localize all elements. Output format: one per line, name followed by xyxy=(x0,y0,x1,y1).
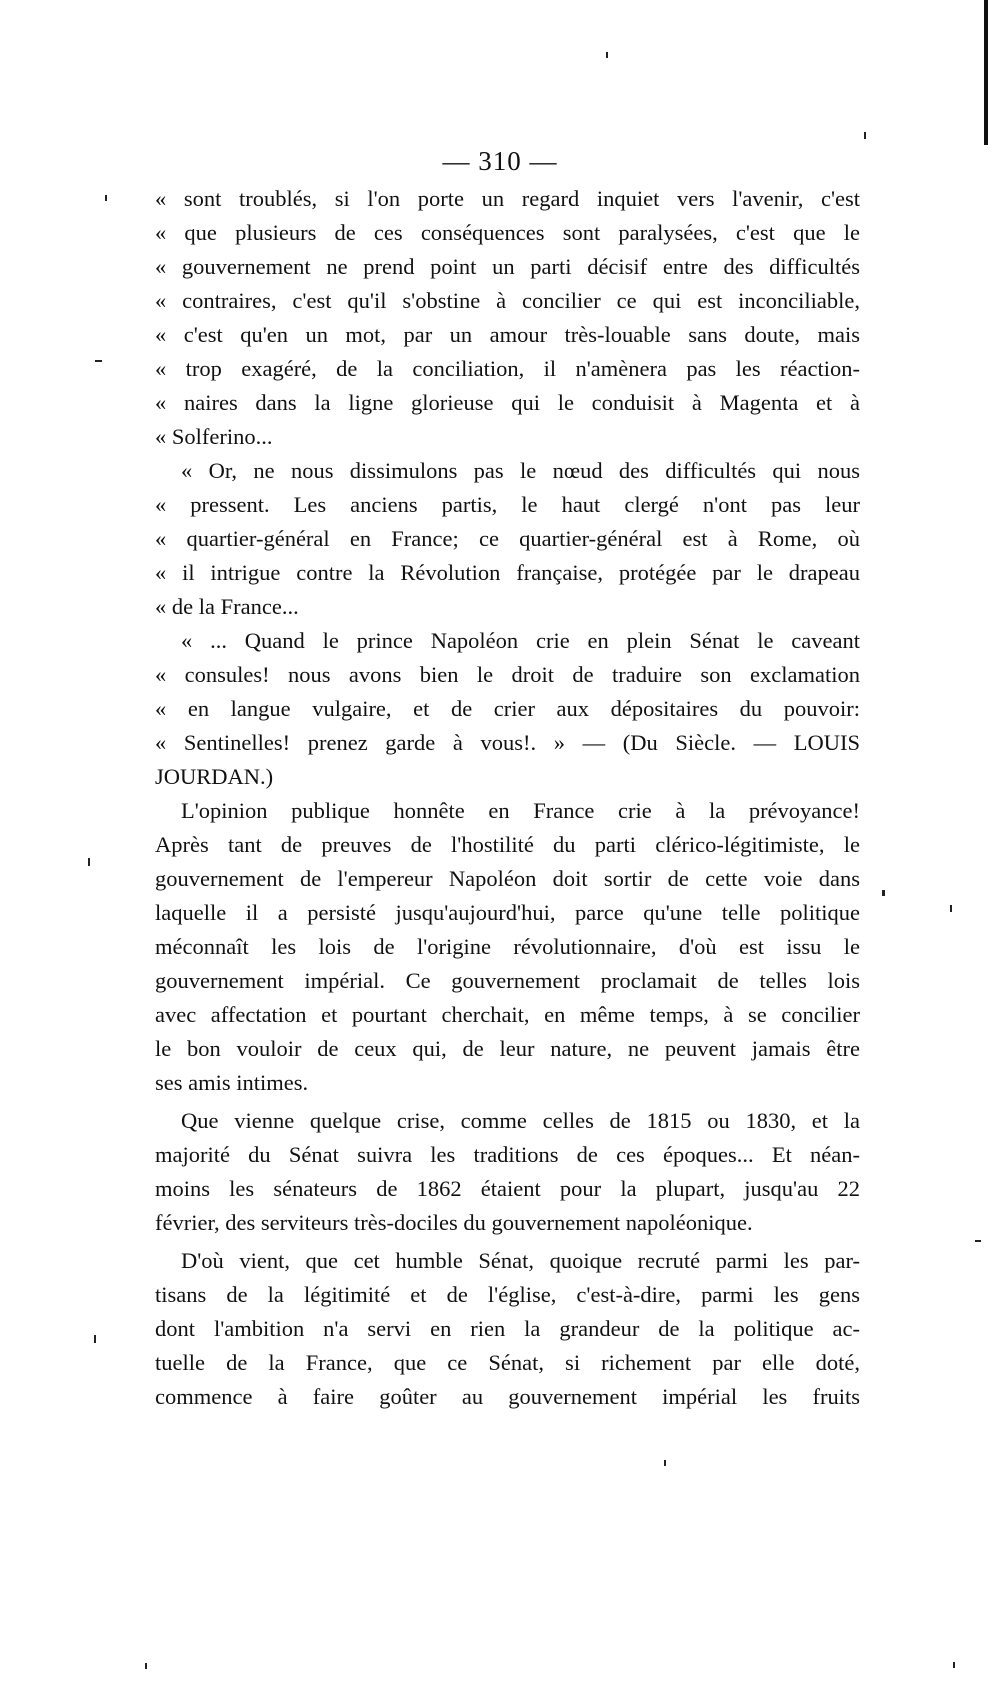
text-line: « que plusieurs de ces conséquences sont paralysées, c'est que le xyxy=(155,220,860,245)
scan-speck xyxy=(105,195,107,201)
quote-paragraph-3 xyxy=(155,624,860,794)
text-line: « de la France... xyxy=(155,594,299,619)
text-line: avec affectation et pourtant cherchait, en même temps, à se concilier xyxy=(155,1002,860,1027)
text-line: JOURDAN.) xyxy=(155,764,274,789)
scan-speck xyxy=(95,360,102,362)
scan-speck xyxy=(145,1663,147,1669)
text-line: moins les sénateurs de 1862 étaient pour la plupart, jusqu'au 22 xyxy=(155,1176,860,1201)
text-line: « trop exagéré, de la conciliation, il n'amènera pas les réaction- xyxy=(155,356,860,381)
text-line: « ... Quand le prince Napoléon crie en plein Sénat le caveant xyxy=(181,628,860,653)
text-line: « c'est qu'en un mot, par un amour très-louable sans doute, mais xyxy=(155,322,860,347)
text-line: dont l'ambition n'a servi en rien la grandeur de la politique ac- xyxy=(155,1316,860,1341)
text-line: « il intrigue contre la Révolution française, protégée par le drapeau xyxy=(155,560,860,585)
text-line: L'opinion publique honnête en France crie à la prévoyance! xyxy=(181,798,860,823)
text-line: gouvernement impérial. Ce gouvernement proclamait de telles lois xyxy=(155,968,860,993)
text-line: « Sentinelles! prenez garde à vous!. » — (Du Siècle. — LOUIS xyxy=(155,730,860,755)
text-line: Que vienne quelque crise, comme celles de 1815 ou 1830, et la xyxy=(181,1108,860,1133)
text-line: tuelle de la France, que ce Sénat, si richement par elle doté, xyxy=(155,1350,860,1375)
text-line: tisans de la légitimité et de l'église, c'est-à-dire, parmi les gens xyxy=(155,1282,860,1307)
text-line: Après tant de preuves de l'hostilité du parti clérico-légitimiste, le xyxy=(155,832,860,857)
page-text xyxy=(155,182,860,1414)
scan-speck xyxy=(606,52,608,58)
scan-speck xyxy=(88,858,90,866)
text-line: gouvernement de l'empereur Napoléon doit sortir de cette voie dans xyxy=(155,866,860,891)
text-line: « naires dans la ligne glorieuse qui le conduisit à Magenta et à xyxy=(155,390,860,415)
text-line: « pressent. Les anciens partis, le haut clergé n'ont pas leur xyxy=(155,492,860,517)
paragraph-6 xyxy=(155,1244,860,1414)
scan-speck xyxy=(975,1240,981,1242)
text-line: D'où vient, que cet humble Sénat, quoique recruté parmi les par- xyxy=(181,1248,860,1273)
text-line: commence à faire goûter au gouvernement impérial les fruits xyxy=(155,1384,860,1409)
scan-speck xyxy=(664,1460,666,1466)
scan-speck xyxy=(882,890,885,896)
text-line: « Solferino... xyxy=(155,424,273,449)
text-line: « contraires, c'est qu'il s'obstine à concilier ce qui est inconciliable, xyxy=(155,288,860,313)
text-line: majorité du Sénat suivra les traditions de ces époques... Et néan- xyxy=(155,1142,860,1167)
scan-speck xyxy=(864,132,866,139)
text-line: « gouvernement ne prend point un parti décisif entre des difficultés xyxy=(155,254,860,279)
text-line: le bon vouloir de ceux qui, de leur nature, ne peuvent jamais être xyxy=(155,1036,860,1061)
page-number: — 310 — xyxy=(442,146,558,176)
text-line: « consules! nous avons bien le droit de traduire son exclamation xyxy=(155,662,860,687)
text-line: « en langue vulgaire, et de crier aux dépositaires du pouvoir: xyxy=(155,696,860,721)
text-line: « Or, ne nous dissimulons pas le nœud des difficultés qui nous xyxy=(181,458,860,483)
text-line: « quartier-général en France; ce quartier-général est à Rome, où xyxy=(155,526,860,551)
page-edge-line xyxy=(984,0,988,145)
scan-speck xyxy=(94,1335,96,1343)
quote-paragraph-1 xyxy=(155,182,860,454)
text-line: février, des serviteurs très-dociles du gouvernement napoléonique. xyxy=(155,1210,753,1235)
text-line: méconnaît les lois de l'origine révolutionnaire, d'où est issu le xyxy=(155,934,860,959)
text-line: laquelle il a persisté jusqu'aujourd'hui, parce qu'une telle politique xyxy=(155,900,860,925)
paragraph-4 xyxy=(155,794,860,1100)
scan-speck xyxy=(950,905,952,912)
scan-speck xyxy=(953,1662,955,1668)
quote-paragraph-2 xyxy=(155,454,860,624)
text-line: ses amis intimes. xyxy=(155,1070,309,1095)
text-line: « sont troublés, si l'on porte un regard inquiet vers l'avenir, c'est xyxy=(155,186,860,211)
paragraph-5 xyxy=(155,1104,860,1240)
